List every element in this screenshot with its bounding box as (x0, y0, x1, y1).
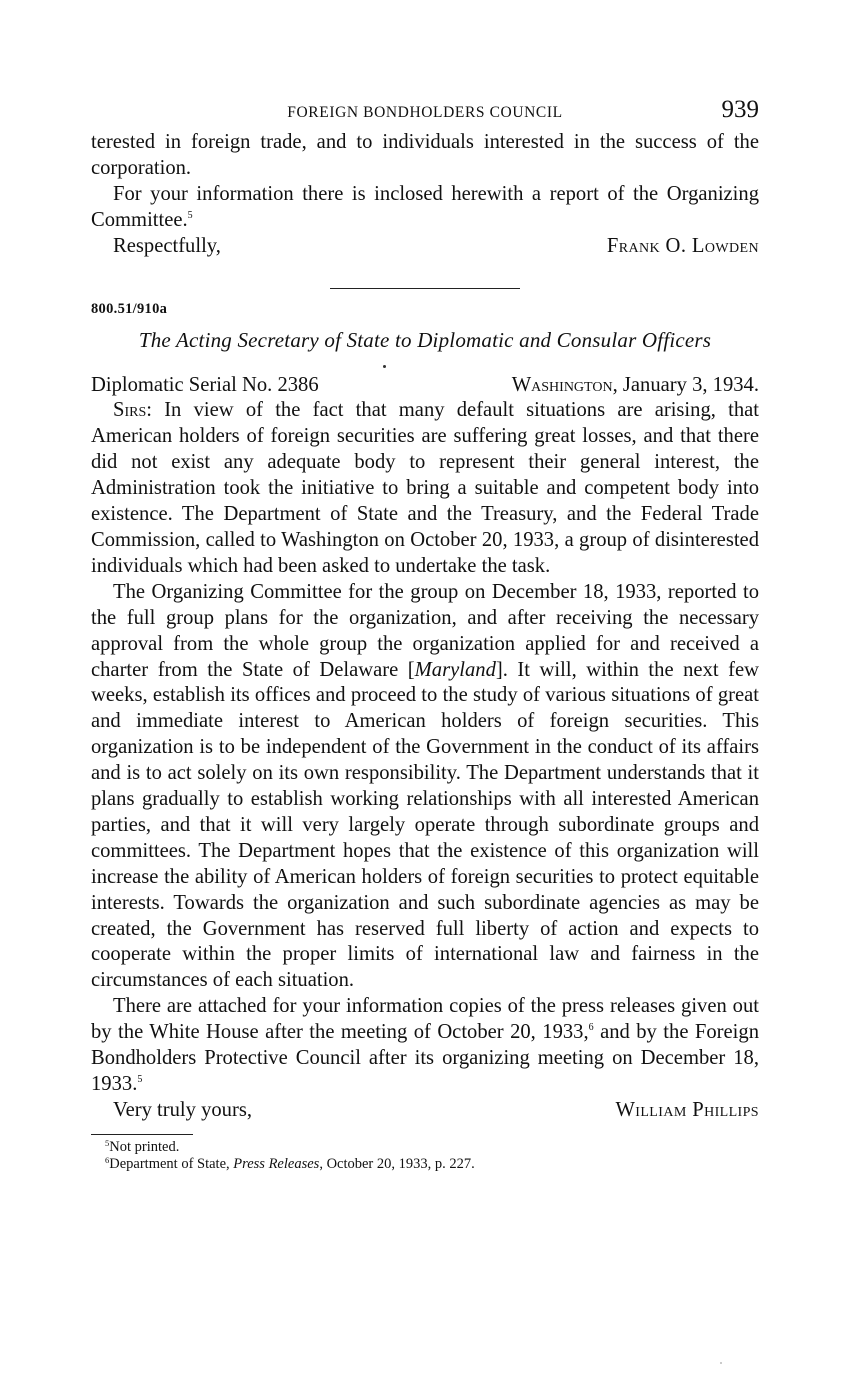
date-text: , January 3, 1934. (612, 373, 759, 396)
carryover-paragraph (91, 130, 759, 182)
footnote-text: , October 20, 1933, p. 227. (319, 1155, 475, 1172)
closing-text: Respectfully, (113, 234, 221, 257)
footnote-text: Not printed. (109, 1138, 180, 1155)
stray-mark (383, 365, 386, 368)
file-number: 800.51/910a (91, 300, 168, 317)
salutation: Sirs (113, 399, 147, 422)
footnote-ref[interactable]: 6 (588, 1022, 594, 1034)
signoff-phillips (91, 1098, 759, 1124)
section-divider (330, 288, 520, 289)
carryover-text: terested in foreign trade, and to individuals interested in the success of the corporation. (91, 131, 759, 179)
info-text: For your information there is inclosed herewith a report of the Organizing Committee. (91, 182, 759, 231)
paragraph-3-text-a: There are attached for your information copies of the press releases given out by the White House after the meeting of October 20, 1933, (91, 995, 759, 1044)
letter-body (91, 398, 759, 1097)
paragraph-1-text: : In view of the fact that many default situations are arising, that American holders of foreign securities are suffering great losses, and that there did not exist any adequate body to represent their general interest, the Administration took the initiative to bring a suitable and competent body into existence. The Department of State and the Treasury, and the Federal Trade Commission, called to Washington on October 20, 1933, a group of disinterested individuals which had been asked to undertake the task. (91, 399, 759, 577)
running-header (91, 96, 759, 130)
paragraph-2-italic: Maryland (414, 658, 496, 681)
signoff-lowden (91, 234, 759, 260)
running-title: FOREIGN BONDHOLDERS COUNCIL (287, 104, 563, 121)
serial-number: Diplomatic Serial No. 2386 (91, 373, 319, 396)
footnote-item (105, 1156, 759, 1173)
footnote-text: Department of State, (109, 1155, 234, 1172)
document-title: The Acting Secretary of State to Diplomatic and Consular Officers (138, 327, 712, 352)
scan-speck (720, 1362, 722, 1364)
footnote-mark: 5 (105, 1137, 110, 1148)
place-name: Washington (511, 373, 613, 396)
paragraph-3 (91, 994, 759, 1098)
dateline (91, 373, 759, 399)
carryover-section (91, 130, 759, 234)
footnote-divider (91, 1134, 193, 1135)
signer-name: William Phillips (615, 1098, 759, 1121)
signer-name: Frank O. Lowden (606, 234, 759, 257)
footnote-ref[interactable]: 5 (137, 1074, 143, 1085)
footnote-mark: 6 (105, 1154, 110, 1165)
paragraph-2-text-b: ]. It will, within the next few weeks, establish its offices and proceed to the study of various situations of great and immediate interest to American holders of foreign securities. This organization is to be independent of the Government in the conduct of its affairs and is to act solely on its own responsibility. The Department understands that it plans gradually to establish working relationships with all interested American parties, and that it will very largely operate through subordinate groups and committees. The Department hopes that the existence of this organization will increase the ability of American holders of foreign securities to protect equitable interests. Towards the organization and such subordinate agencies as may be created, the Government has reserved full liberty of action and expects to cooperate within the proper limits of international law and fairness in the circumstances of each situation. (91, 658, 759, 992)
document-page (91, 96, 759, 1173)
closing-text: Very truly yours, (113, 1098, 252, 1121)
place-date (512, 373, 759, 399)
footnote-publication: Press Releases (233, 1155, 320, 1172)
paragraph-2 (91, 580, 759, 995)
paragraph-1 (91, 398, 759, 579)
footnote-ref[interactable]: 5 (187, 209, 193, 221)
paragraph-3-text-b: and by the Foreign Bondholders Protective Council after its organizing meeting on December 18, 1933. (91, 1021, 759, 1095)
footnotes (91, 1139, 759, 1173)
info-paragraph (91, 182, 759, 234)
page-number: 939 (721, 96, 759, 123)
footnote-item (105, 1139, 759, 1156)
paragraph-2-text-a: The Organizing Committee for the group on December 18, 1933, reported to the full group plans for the organization, and after receiving the necessary approval from the whole group the organization applied for and received a charter from the State of Delaware [ (91, 580, 759, 681)
